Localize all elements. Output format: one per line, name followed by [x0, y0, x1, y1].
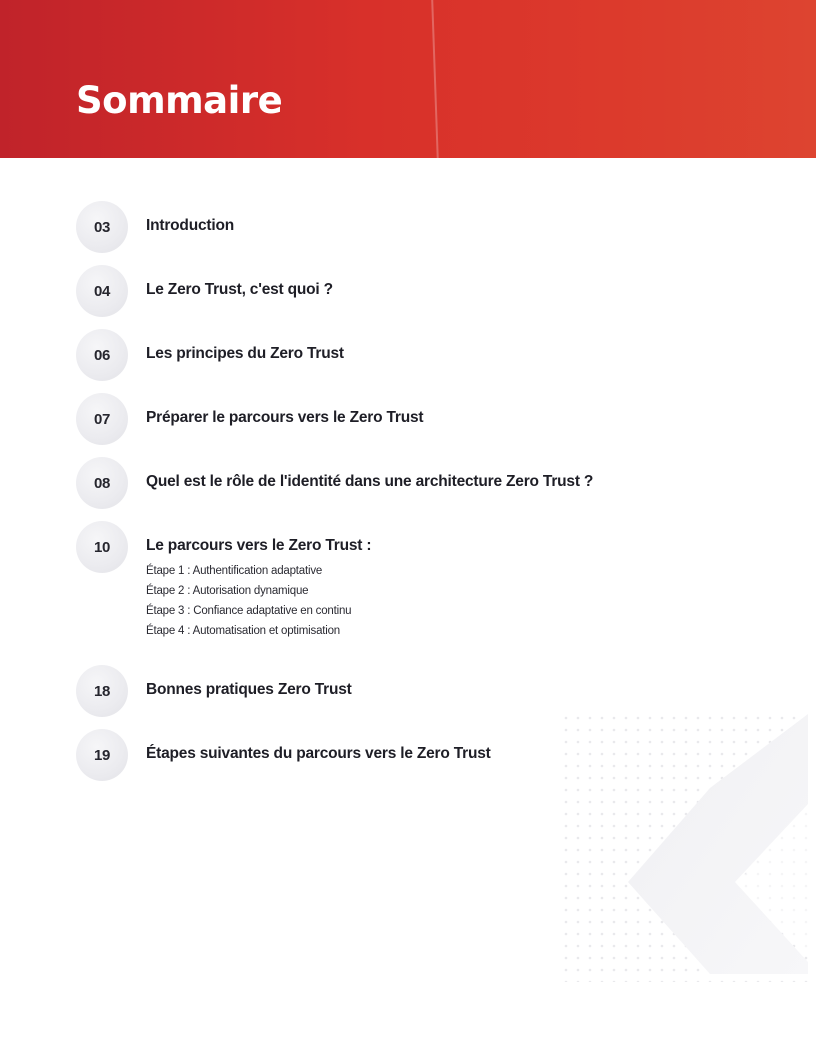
toc-subitem[interactable]: Étape 3 : Confiance adaptative en continu: [146, 605, 352, 617]
page-number-badge: 18: [76, 665, 128, 717]
toc-subitem[interactable]: Étape 1 : Authentification adaptative: [146, 565, 323, 577]
toc-entry-title: Le parcours vers le Zero Trust :: [146, 537, 372, 554]
toc-entry-title: Quel est le rôle de l'identité dans une architecture Zero Trust ?: [146, 473, 594, 490]
page-number-badge: 10: [76, 521, 128, 573]
toc-entry-title: Le Zero Trust, c'est quoi ?: [146, 281, 333, 298]
page-title: Sommaire: [76, 79, 283, 122]
toc-entry-title: Introduction: [146, 217, 234, 234]
toc-entry-title: Préparer le parcours vers le Zero Trust: [146, 409, 424, 426]
toc-subitem-list: [146, 561, 351, 641]
toc-entry-title: Bonnes pratiques Zero Trust: [146, 681, 352, 698]
page-number-badge: 04: [76, 265, 128, 317]
dotted-chevron-decoration-icon: [560, 712, 810, 982]
page-number-badge: 03: [76, 201, 128, 253]
toc-subitem[interactable]: Étape 2 : Autorisation dynamique: [146, 585, 309, 597]
toc-entry-title: Les principes du Zero Trust: [146, 345, 344, 362]
page-number-badge: 19: [76, 729, 128, 781]
toc-subitem[interactable]: Étape 4 : Automatisation et optimisation: [146, 625, 341, 637]
page-number-badge: 08: [76, 457, 128, 509]
page-number-badge: 07: [76, 393, 128, 445]
toc-entry-title: Étapes suivantes du parcours vers le Zero Trust: [146, 745, 491, 762]
page-number-badge: 06: [76, 329, 128, 381]
